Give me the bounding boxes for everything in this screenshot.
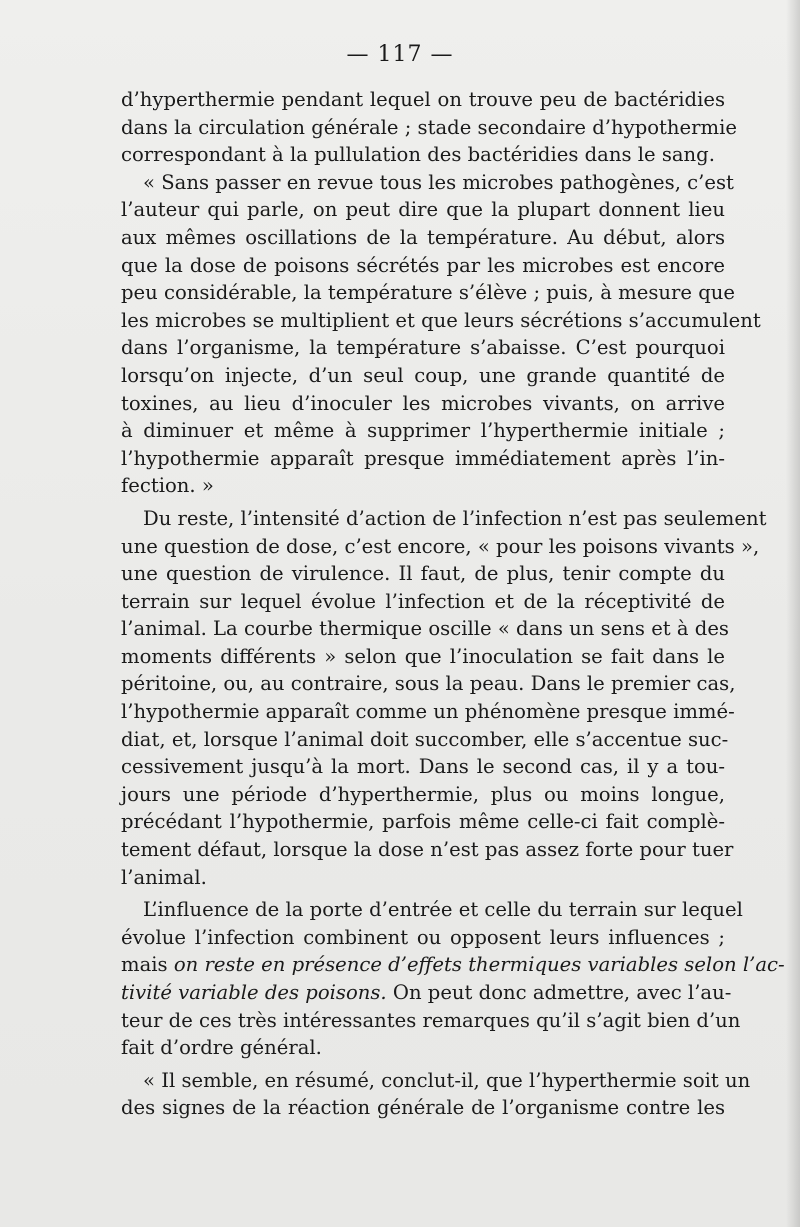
text-line: aux mêmes oscillations de la température. Au début, alors — [121, 225, 725, 249]
text-line — [121, 979, 732, 1007]
text-line: « Sans passer en revue tous les microbes pathogènes, c’est — [143, 170, 734, 194]
paragraph-5 — [121, 1067, 751, 1122]
text-line: l’animal. La courbe thermique oscille « dans un sens et à des — [121, 617, 729, 641]
text-line: des signes de la réaction générale de l’organisme contre les — [121, 1096, 725, 1120]
text-line: dans la circulation générale ; stade secondaire d’hypothermie — [121, 115, 737, 139]
text-line: Du reste, l’intensité d’action de l’infection n’est pas seulement — [143, 506, 767, 530]
text-line: d’hyperthermie pendant lequel on trouve peu de bactéridies — [121, 88, 725, 111]
text-run: mais — [121, 953, 174, 977]
italic-text-run: on reste en présence d’effets thermiques variables selon l’ac- — [173, 953, 785, 977]
paragraph-4 — [121, 896, 785, 1062]
text-line: que la dose de poisons sécrétés par les microbes est encore — [121, 253, 725, 277]
text-line: dans l’organisme, la température s’abaisse. C’est pourquoi — [121, 336, 725, 360]
text-line: à diminuer et même à supprimer l’hyperthermie initiale ; — [121, 419, 725, 443]
text-line: toxines, au lieu d’inoculer les microbes vivants, on arrive — [121, 391, 725, 415]
page-number: — 117 — — [346, 42, 454, 67]
text-line: une question de virulence. Il faut, de plus, tenir compte du — [121, 562, 725, 586]
body-text — [121, 86, 785, 1122]
text-line: correspondant à la pullulation des bactéridies dans le sang. — [121, 143, 715, 167]
text-line: une question de dose, c’est encore, « pour les poisons vivants », — [121, 534, 760, 558]
text-line: cessivement jusqu’à la mort. Dans le second cas, il y a tou- — [121, 755, 725, 779]
text-line: l’hypothermie apparaît comme un phénomène presque immé- — [121, 700, 735, 724]
paragraph-3 — [121, 505, 767, 891]
text-line: jours une période d’hyperthermie, plus ou moins longue, — [121, 782, 725, 806]
text-line: teur de ces très intéressantes remarques qu’il s’agit bien d’un — [121, 1008, 741, 1032]
text-line: peu considérable, la température s’élève ; puis, à mesure que — [121, 281, 735, 305]
text-line: lorsqu’on injecte, d’un seul coup, une grande quantité de — [121, 363, 725, 387]
text-line: l’hypothermie apparaît presque immédiatement après l’in- — [121, 446, 725, 470]
text-line: fait d’ordre général. — [121, 1036, 322, 1060]
text-line: évolue l’infection combinent ou opposent leurs influences ; — [121, 925, 725, 949]
text-line: l’animal. — [121, 865, 207, 889]
text-line — [121, 951, 785, 979]
text-line: diat, et, lorsque l’animal doit succomber, elle s’accentue suc- — [121, 727, 729, 751]
text-run: On peut donc admettre, avec l’au- — [386, 981, 732, 1004]
text-line: « Il semble, en résumé, conclut-il, que l’hyperthermie soit un — [143, 1068, 751, 1092]
text-line: l’auteur qui parle, on peut dire que la plupart donnent lieu — [121, 198, 725, 222]
text-line: péritoine, ou, au contraire, sous la peau. Dans le premier cas, — [121, 672, 736, 696]
paragraph-1 — [121, 86, 737, 169]
paragraph-2 — [121, 169, 761, 500]
page-edge-shadow — [786, 0, 800, 1227]
text-line: terrain sur lequel évolue l’infection et de la réceptivité de — [121, 589, 725, 613]
text-line: L’influence de la porte d’entrée et celle du terrain sur lequel — [143, 898, 743, 922]
text-line: précédant l’hypothermie, parfois même celle-ci fait complè- — [121, 810, 725, 834]
text-line: les microbes se multiplient et que leurs sécrétions s’accumulent — [121, 308, 761, 332]
italic-text-run: tivité variable des poisons. — [121, 981, 387, 1004]
text-line: fection. » — [121, 474, 214, 498]
text-line: moments différents » selon que l’inoculation se fait dans le — [121, 644, 725, 668]
text-line: tement défaut, lorsque la dose n’est pas assez forte pour tuer — [121, 838, 734, 862]
